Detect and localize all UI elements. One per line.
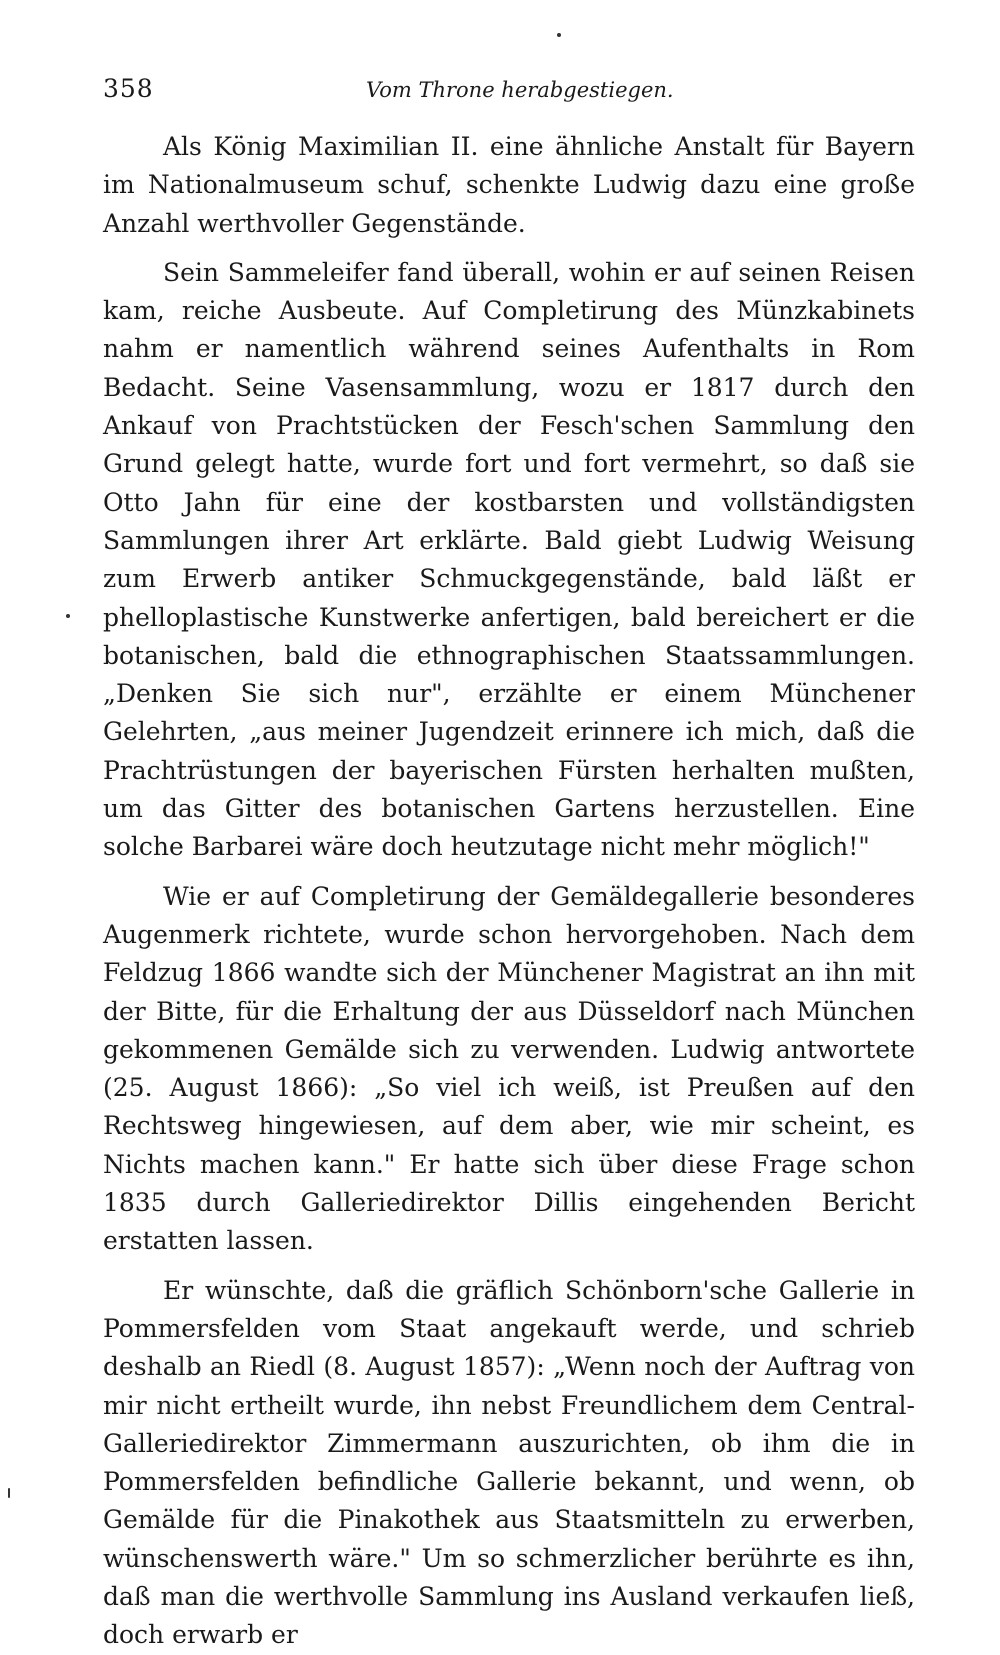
paragraph-1: Als König Maximilian II. eine ähnliche Anstalt für Bayern im Nationalmuseum schuf, schenkte Ludwig dazu eine große Anzahl werthvoller Gegenstände. xyxy=(103,132,915,238)
paragraph-4: Er wünschte, daß die gräflich Schönborn'sche Gallerie in Pommersfelden vom Staat angekauft werde, und schrieb deshalb an Riedl (8. August 1857): „Wenn noch der Auftrag von mir nicht ertheilt wurde, ihn nebst Freundlichem dem Central-Galleriedirektor Zimmermann auszurichten, ob ihm die in Pommersfelden befindliche Gallerie bekannt, und wenn, ob Gemälde für die Pinakothek aus Staatsmitteln zu erwerben, wünschenswerth wäre." Um so schmerzlicher berührte es ihn, daß man die werthvolle Sammlung ins Ausland verkaufen ließ, doch erwarb er xyxy=(103,1275,915,1650)
book-page xyxy=(103,62,915,1655)
paragraph-3: Wie er auf Completirung der Gemäldegallerie besonderes Augenmerk richtete, wurde schon hervorgehoben. Nach dem Feldzug 1866 wandte sich der Münchener Magistrat an ihn mit der Bitte, für die Erhaltung der aus Düsseldorf nach München gekommenen Gemälde sich zu verwenden. Ludwig antwortete (25. August 1866): „So viel ich weiß, ist Preußen auf den Rechtsweg hingewiesen, auf dem aber, wie mir scheint, es Nichts machen kann." Er hatte sich über diese Frage schon 1835 durch Galleriedirektor Dillis eingehenden Bericht erstatten lassen. xyxy=(103,881,915,1256)
page-number: 358 xyxy=(103,74,154,103)
print-speck xyxy=(557,33,561,37)
print-speck xyxy=(66,614,70,618)
body-text xyxy=(103,128,915,1655)
paragraph-2: Sein Sammeleifer fand überall, wohin er auf seinen Reisen kam, reiche Ausbeute. Auf Completirung des Münzkabinets nahm er namentlich während seines Aufenthalts in Rom Bedacht. Seine Vasensammlung, wozu er 1817 durch den Ankauf von Prachtstücken der Fesch'schen Sammlung den Grund gelegt hatte, wurde fort und fort vermehrt, so daß sie Otto Jahn für eine der kostbarsten und vollständigsten Sammlungen ihrer Art erklärte. Bald giebt Ludwig Weisung zum Erwerb antiker Schmuckgegenstände, bald läßt er phelloplastische Kunstwerke anfertigen, bald bereichert er die botanischen, bald die ethnographischen Staatssammlungen. „Denken Sie sich nur", erzählte er einem Münchener Gelehrten, „aus meiner Jugendzeit erinnere ich mich, daß die Prachtrüstungen der bayerischen Fürsten herhalten mußten, um das Gitter des botanischen Gartens herzustellen. Eine solche Barbarei wäre doch heutzutage nicht mehr möglich!" xyxy=(103,257,915,862)
print-speck xyxy=(8,1488,10,1498)
running-title: Vom Throne herabgestiegen. xyxy=(366,78,674,102)
page-header xyxy=(103,62,915,108)
